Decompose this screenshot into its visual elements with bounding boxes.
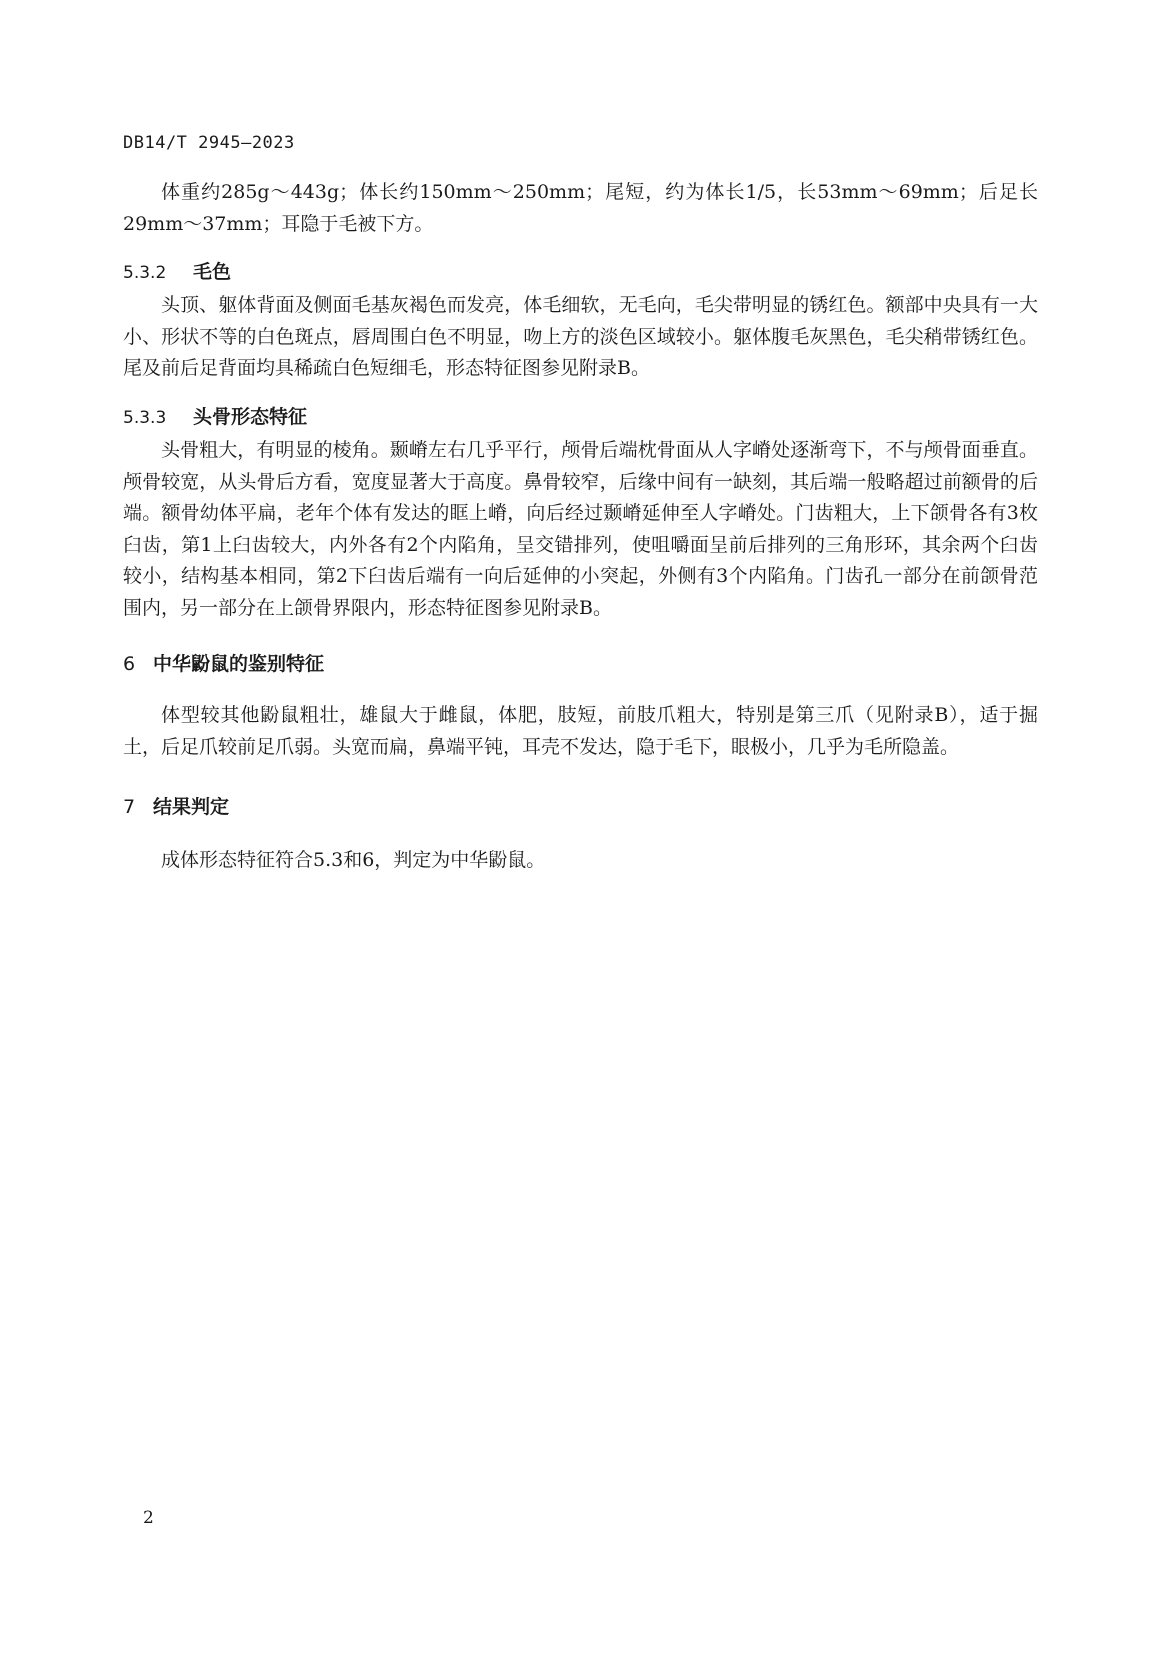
identification-features-paragraph: 体型较其他鼢鼠粗壮，雄鼠大于雌鼠，体肥，肢短，前肢爪粗大，特别是第三爪（见附录B），适于掘土，后足爪较前足爪弱。头宽而扁，鼻端平钝，耳壳不发达，隐于毛下，眼极小，几乎为毛所隐盖。 [123,704,1038,758]
result-judgment-paragraph: 成体形态特征符合5.3和6，判定为中华鼢鼠。 [161,849,546,871]
section-title: 头骨形态特征 [193,406,308,428]
section-title: 结果判定 [153,796,230,818]
section-number: 7 [123,796,136,818]
section-title: 毛色 [193,261,232,283]
section-number: 5.3.2 [123,263,167,283]
section-6-heading [123,649,1038,676]
body-measurements-paragraph: 体重约285g～443g；体长约150mm～250mm；尾短，约为体长1/5，长53mm～69mm；后足长29mm～37mm；耳隐于毛被下方。 [123,181,1038,235]
skull-features-paragraph: 头骨粗大，有明显的棱角。颞嵴左右几乎平行，颅骨后端枕骨面从人字嵴处逐渐弯下，不与颅骨面垂直。颅骨较宽，从头骨后方看，宽度显著大于高度。鼻骨较窄，后缘中间有一缺刻，其后端一般略超过前额骨的后端。额骨幼体平扁，老年个体有发达的眶上嵴，向后经过颞嵴延伸至人字嵴处。门齿粗大，上下颌骨各有3枚臼齿，第1上臼齿较大，内外各有2个内陷角，呈交错排列，使咀嚼面呈前后排列的三角形环，其余两个臼齿较小，结构基本相同，第2下臼齿后端有一向后延伸的小突起，外侧有3个内陷角。门齿孔一部分在前颌骨范围内，另一部分在上颌骨界限内，形态特征图参见附录B。 [123,439,1038,619]
document-header-id: DB14/T 2945—2023 [123,133,295,153]
section-number: 5.3.3 [123,408,167,428]
section-5-3-2-heading [123,257,1038,284]
fur-color-paragraph: 头顶、躯体背面及侧面毛基灰褐色而发亮，体毛细软，无毛向，毛尖带明显的锈红色。额部中央具有一大小、形状不等的白色斑点，唇周围白色不明显，吻上方的淡色区域较小。躯体腹毛灰黑色，毛尖稍带锈红色。尾及前后足背面均具稀疏白色短细毛，形态特征图参见附录B。 [123,294,1038,379]
section-7-heading [123,792,1038,819]
page-number: 2 [143,1508,154,1528]
section-title: 中华鼢鼠的鉴别特征 [153,653,325,675]
section-5-3-3-heading [123,402,1038,429]
section-number: 6 [123,653,136,675]
